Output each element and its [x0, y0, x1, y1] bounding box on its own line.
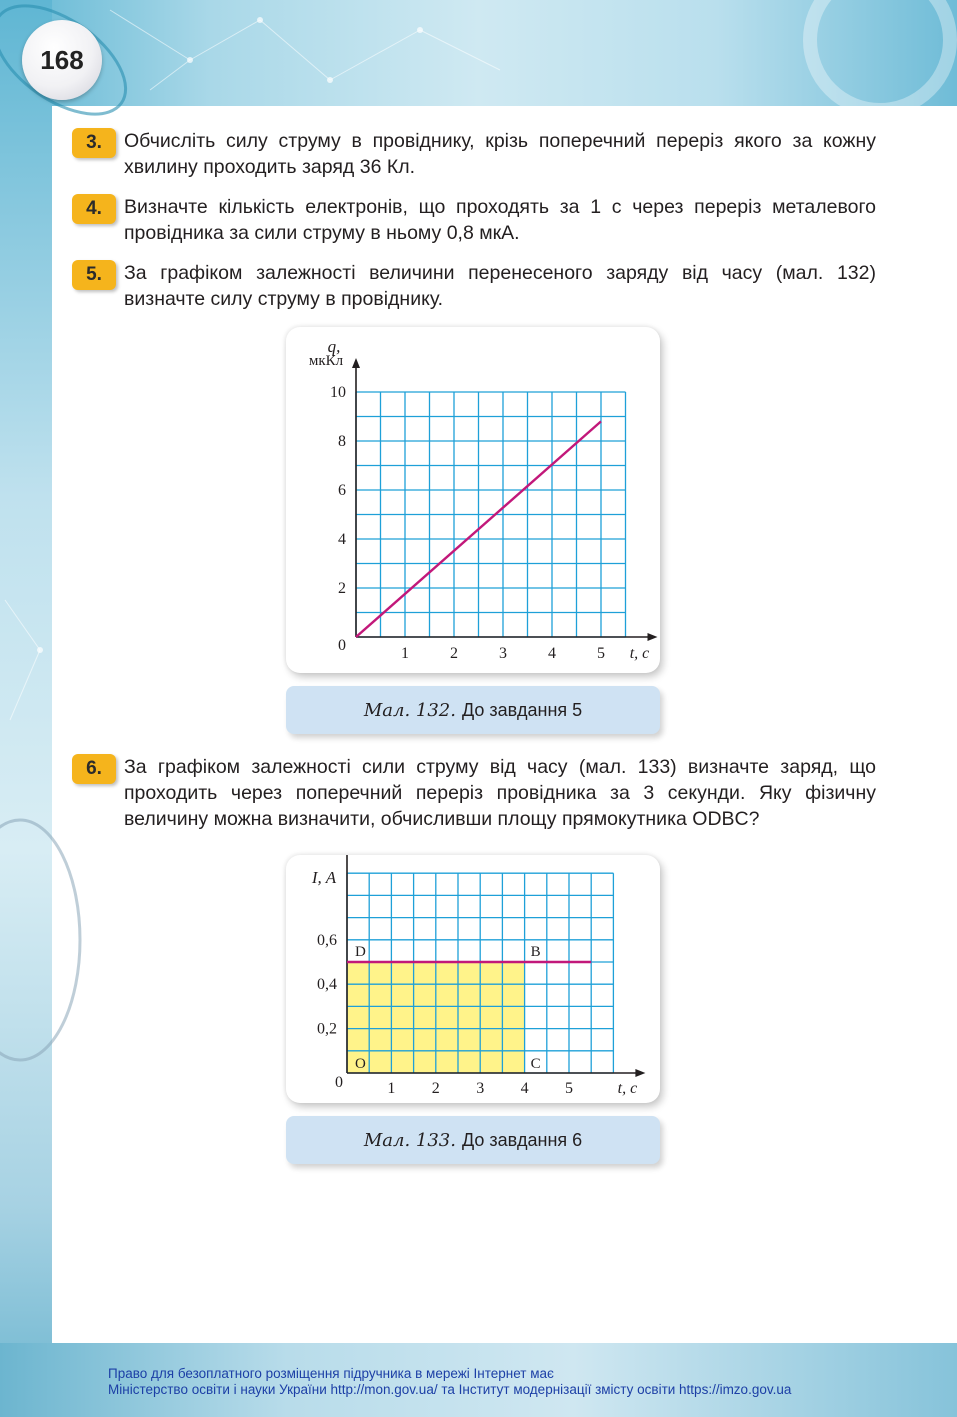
current-time-chart: [286, 855, 660, 1103]
figure-133-caption: [286, 1116, 660, 1164]
y-axis-arrow: [352, 358, 360, 368]
x-axis-arrow: [648, 633, 658, 641]
task-3: [72, 128, 882, 184]
point-label-c: C: [530, 1056, 541, 1072]
caption-label: Мал. 132.: [363, 699, 456, 721]
figure-133-card: [286, 855, 660, 1103]
point-label-d: D: [355, 944, 366, 960]
task-text: За графіком залежності величини перенесеного заряду від часу (мал. 132) визначте силу струму в провіднику.: [124, 262, 876, 310]
y-tick-label: 4: [338, 531, 346, 548]
y-tick-label: 10: [330, 384, 346, 401]
x-tick-label: 5: [565, 1080, 573, 1097]
x-tick-label: 2: [450, 645, 458, 662]
x-tick-label: 2: [431, 1080, 440, 1097]
task-5: [72, 260, 882, 316]
y-tick-label: 6: [338, 482, 346, 499]
x-tick-label: 3: [499, 645, 507, 662]
point-label-o: O: [355, 1056, 366, 1072]
x-tick-label: 4: [548, 645, 556, 662]
x-tick-label: 1: [387, 1080, 396, 1097]
y-tick-label: 0: [338, 637, 346, 654]
y-axis-label: q,: [327, 337, 341, 356]
task-number-badge: 5.: [72, 260, 116, 290]
x-tick-label: 5: [597, 645, 605, 662]
y-tick-label: 0,4: [317, 976, 337, 994]
copyright-footer: [108, 1366, 908, 1398]
y-axis-label: I, A: [311, 868, 337, 887]
y-axis-unit: мкКл: [308, 353, 344, 369]
task-text: Визначте кількість електронів, що проходять за 1 с через переріз металевого провідника за сили струму в ньому 0,8 мкА.: [124, 196, 876, 244]
caption-text: До завдання 5: [461, 699, 583, 720]
y-tick-label: 8: [338, 433, 346, 450]
x-axis-label: t, с: [617, 1080, 638, 1097]
task-number-badge: 4.: [72, 194, 116, 224]
x-tick-label: 1: [401, 645, 409, 662]
x-axis-arrow: [635, 1069, 645, 1077]
task-number-badge: 6.: [72, 754, 116, 784]
task-number-badge: 3.: [72, 128, 116, 158]
y-tick-label: 0,2: [317, 1020, 337, 1038]
x-axis-label: t, с: [629, 645, 650, 662]
task-6: [72, 754, 882, 836]
point-label-b: B: [530, 944, 541, 960]
task-text: Обчисліть силу струму в провіднику, крізь поперечний переріз якого за кожну хвилину проходить заряд 36 Кл.: [124, 130, 876, 178]
caption-text: До завдання 6: [461, 1129, 583, 1150]
task-text: За графіком залежності сили струму від часу (мал. 133) визначте заряд, що проходить через поперечний переріз провідника за 3 секунди. Яку фізичну величину можна визначити, обчисливши площу прямокутника ODBC?: [124, 756, 876, 830]
x-tick-label: 4: [520, 1080, 529, 1097]
origin-label: 0: [335, 1074, 343, 1091]
charge-time-chart: [286, 327, 660, 673]
y-tick-label: 0,6: [317, 931, 337, 949]
footer-line-2: Міністерство освіти і науки України http://mon.gov.ua/ та Інститут модернізації змісту освіти https://imzo.gov.ua: [108, 1382, 792, 1397]
task-4: [72, 194, 882, 250]
figure-132-card: [286, 327, 660, 673]
caption-label: Мал. 133.: [363, 1129, 456, 1151]
y-tick-label: 2: [338, 580, 346, 597]
page-number: 168: [22, 20, 102, 100]
footer-line-1: Право для безоплатного розміщення підручника в мережі Інтернет має: [108, 1366, 554, 1381]
x-tick-label: 3: [476, 1080, 485, 1097]
figure-132-caption: [286, 686, 660, 734]
